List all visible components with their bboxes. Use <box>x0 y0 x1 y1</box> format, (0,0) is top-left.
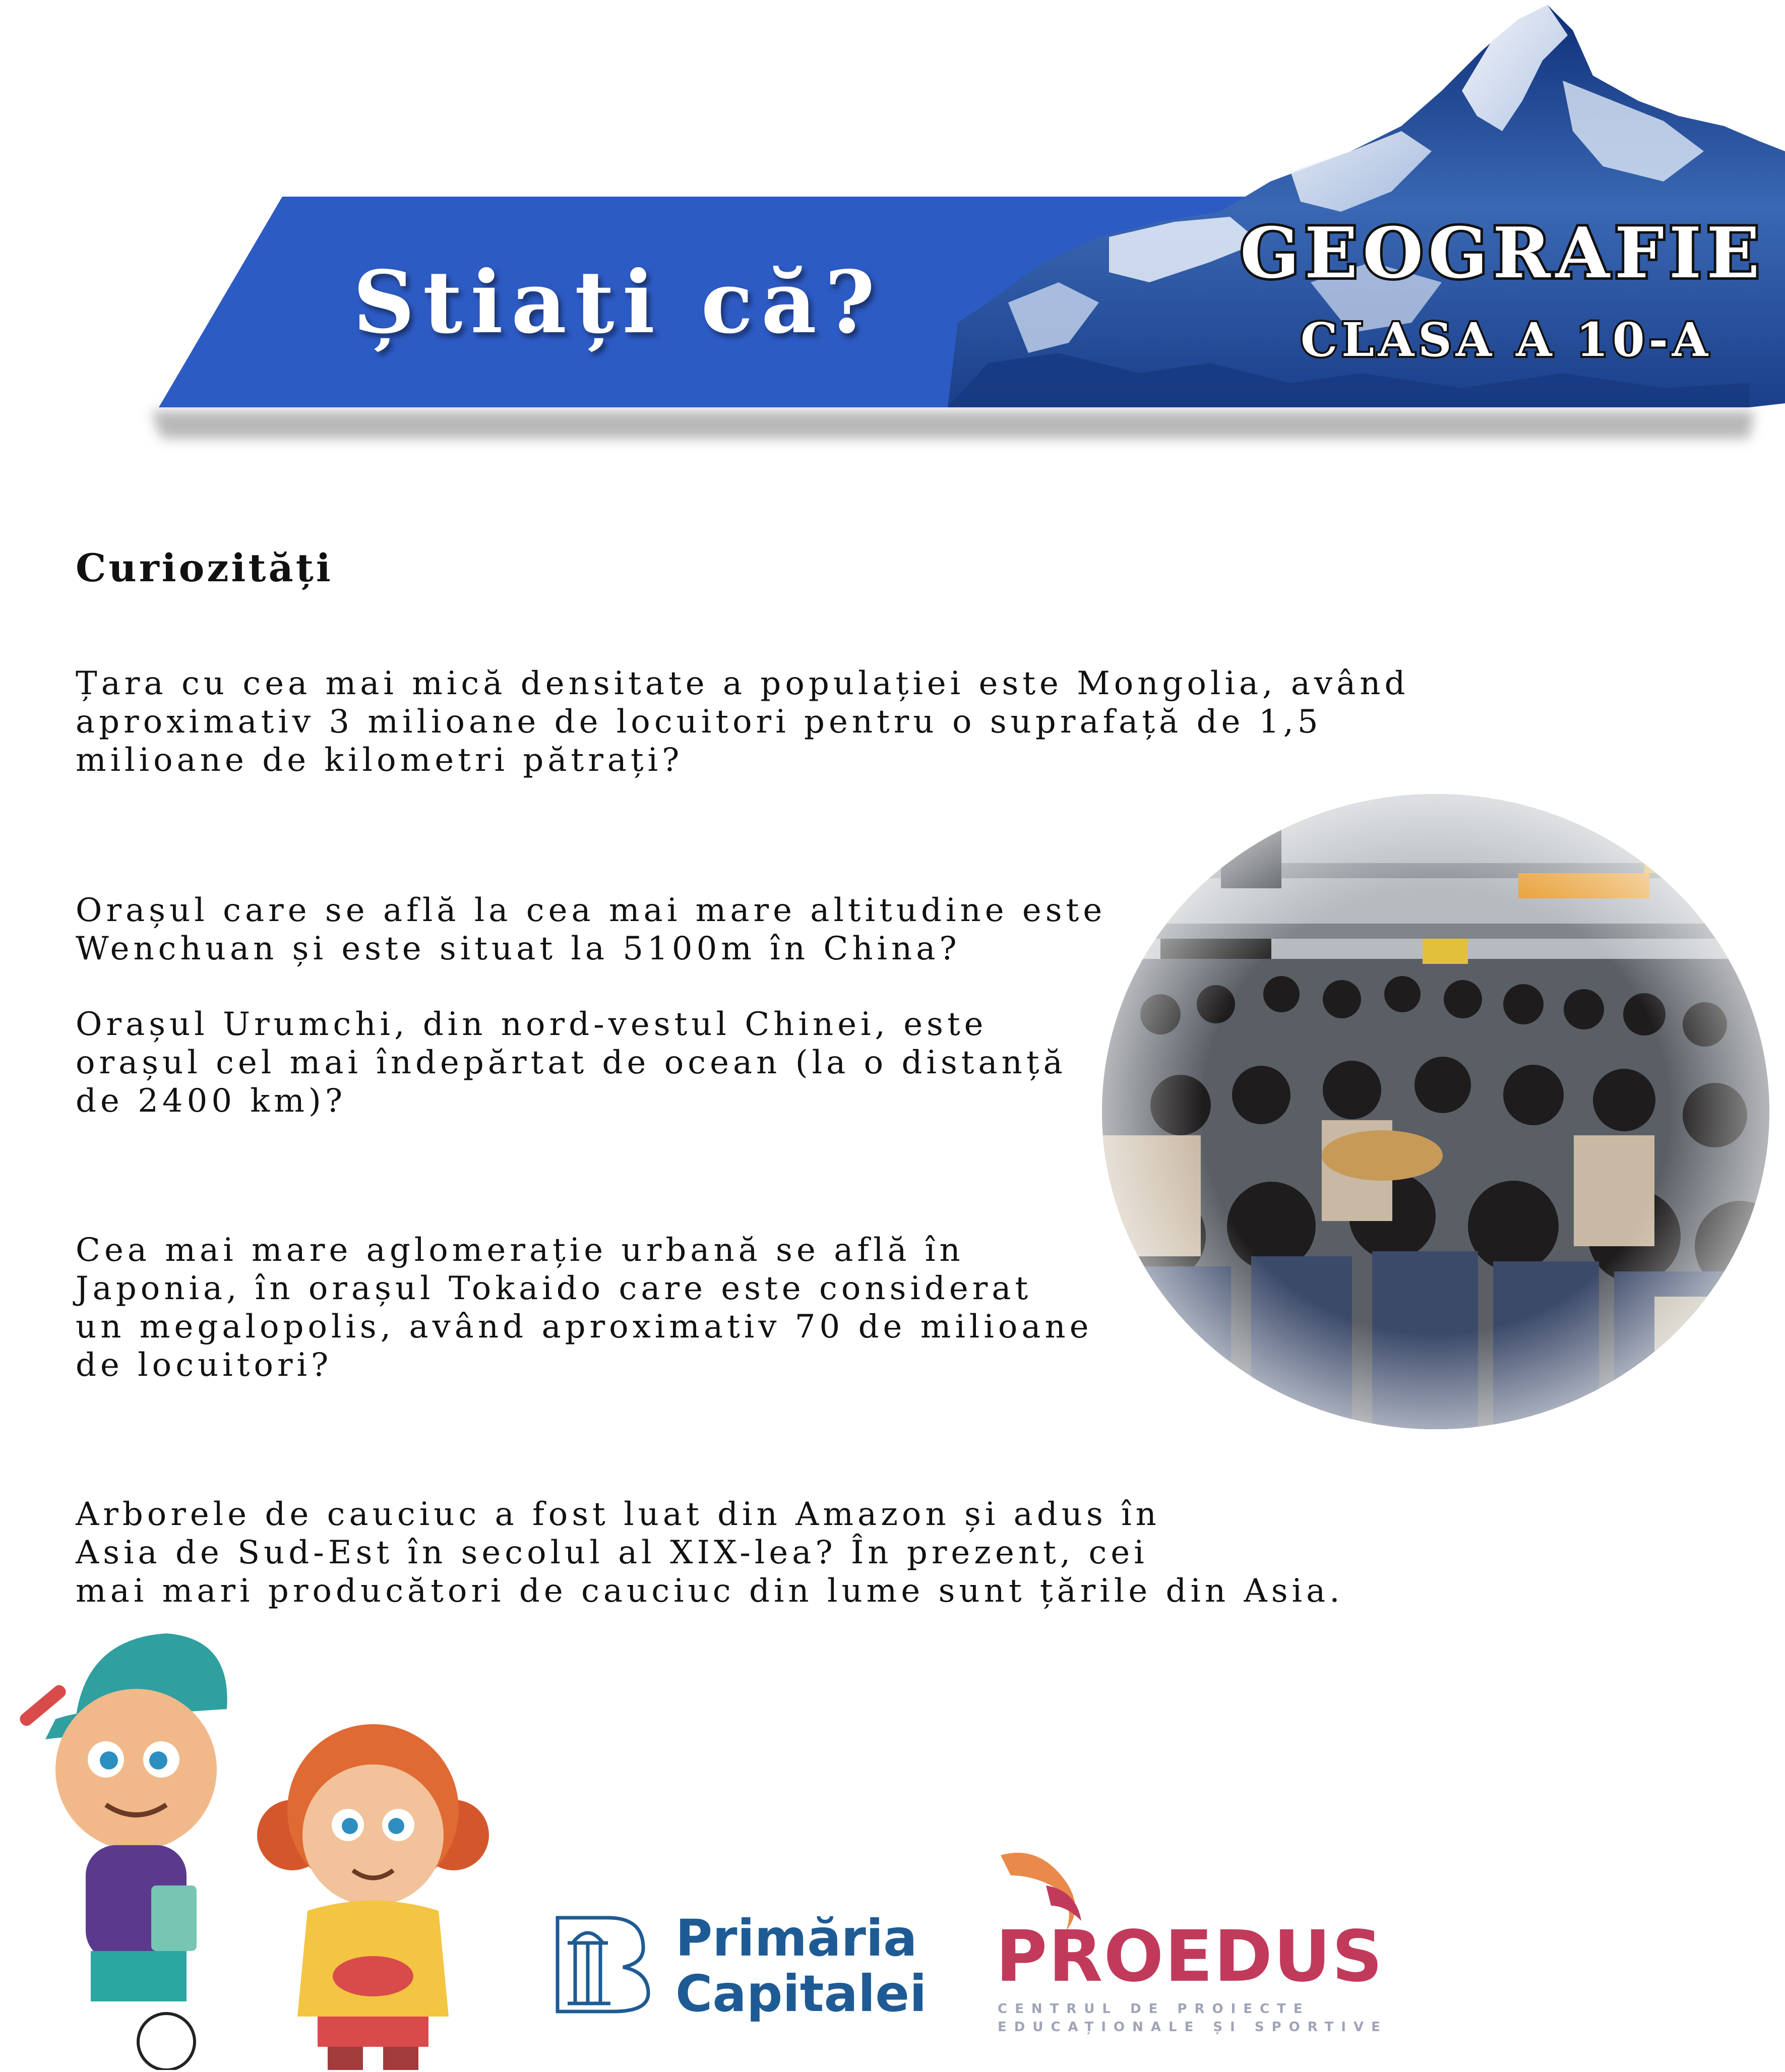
mascots <box>15 1623 509 2070</box>
header-banner <box>0 0 1785 454</box>
proedus-logo <box>991 1845 1388 2037</box>
primaria-capitalei-logo <box>552 1906 936 2027</box>
page-title: Știați că? <box>353 252 883 353</box>
primaria-line2: Capitalei <box>675 1964 927 2023</box>
girl-mascot <box>257 1724 489 2070</box>
subject-title: GEOGRAFIE <box>1240 212 1765 294</box>
crowd-photo <box>1100 793 1771 1431</box>
proedus-tagline-2: EDUCAȚIONALE ȘI SPORTIVE <box>998 2020 1388 2035</box>
proedus-tagline-1: CENTRUL DE PROIECTE <box>998 2001 1310 2017</box>
fact-paragraph-urumchi: Orașul Urumchi, din nord-vestul Chinei, este orașul cel mai îndepărtat de ocean (la o distanță de 2400 km)? <box>76 1006 1067 1120</box>
section-heading: Curiozități <box>76 545 333 590</box>
boy-mascot <box>18 1633 227 2070</box>
grade-label: CLASA A 10-A <box>1301 313 1712 367</box>
fact-paragraph-wenchuan: Orașul care se află la cea mai mare altitudine este Wenchuan și este situat la 5100m în China? <box>76 892 1106 967</box>
fact-paragraph-rubber-tree: Arborele de cauciuc a fost luat din Amazon și adus în Asia de Sud-Est în secolul al XIX-lea? În prezent, cei mai mari producători de cauciuc din lume sunt țările din Asia. <box>76 1496 1344 1610</box>
proedus-name: PROEDUS <box>996 1916 1384 1998</box>
primaria-line1: Primăria <box>675 1909 917 1968</box>
fact-paragraph-mongolia: Țara cu cea mai mică densitate a populației este Mongolia, având aproximativ 3 milioane de locuitori pentru o suprafață de 1,5 milioane de kilometri pătrați? <box>76 665 1409 779</box>
fact-paragraph-tokaido: Cea mai mare aglomerație urbană se află în Japonia, în orașul Tokaido care este considerat un megalopolis, având aproximativ 70 de milioane de locuitori? <box>76 1232 1093 1384</box>
primaria-building-icon <box>552 1913 653 2014</box>
